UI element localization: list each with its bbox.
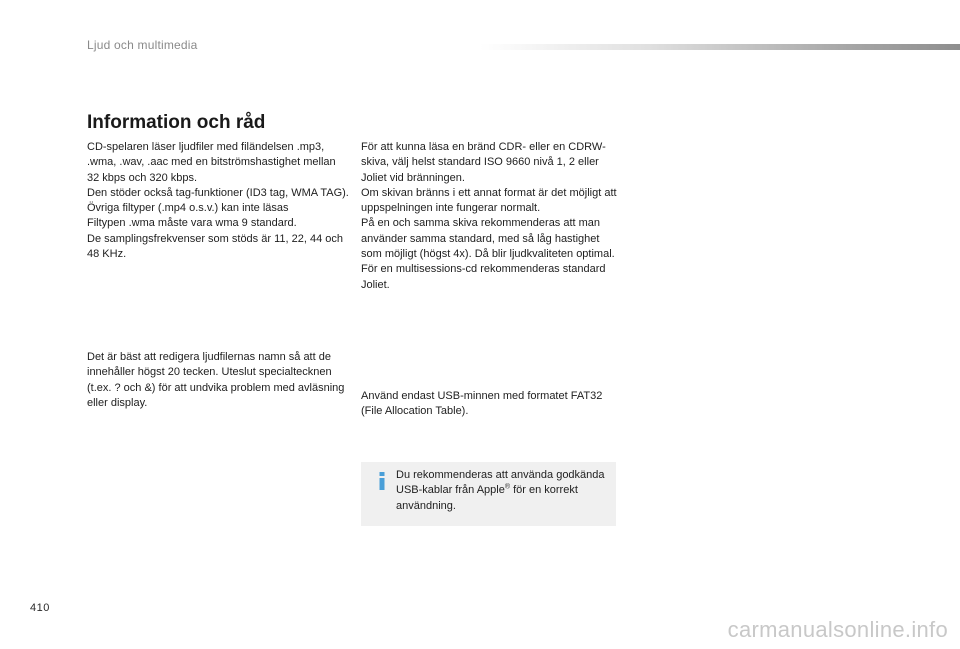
- right-column-block-1: [361, 140, 623, 293]
- info-text-part: för en korrekt användning.: [396, 484, 578, 512]
- info-icon: [376, 472, 388, 490]
- paragraph: För en multisessions-cd rekommenderas standard Joliet.: [361, 263, 606, 291]
- registered-mark: ®: [504, 483, 511, 491]
- paragraph: Om skivan bränns i ett annat format är det möjligt att uppspelningen inte fungerar normalt.: [361, 186, 617, 215]
- info-note-text: [396, 468, 606, 514]
- watermark: carmanualsonline.info: [727, 617, 948, 642]
- paragraph: För att kunna läsa en bränd CDR- eller en CDRW-skiva, välj helst standard ISO 9660 nivå 1, 2 eller Joliet vid bränningen.: [361, 141, 606, 184]
- left-column-block-2: [87, 350, 349, 411]
- info-note-box: [361, 462, 616, 526]
- paragraph: Använd endast USB-minnen med formatet FAT32 (File Allocation Table).: [361, 390, 603, 418]
- paragraph: Den stöder också tag-funktioner (ID3 tag, WMA TAG).: [87, 186, 349, 199]
- header-gradient-bar: [480, 44, 960, 50]
- section-title: Information och råd: [87, 112, 266, 133]
- paragraph: Det är bäst att redigera ljudfilernas namn så att de innehåller högst 20 tecken. Uteslut specialtecknen (t.ex. ? och &) för att undvika problem med avläsning eller display.: [87, 351, 345, 409]
- chapter-title: Ljud och multimedia: [87, 38, 198, 52]
- paragraph: På en och samma skiva rekommenderas att man använder samma standard, med så låg hastighet som möjligt (högst 4x). Då blir ljudkvaliteten optimal.: [361, 217, 615, 261]
- paragraph: Filtypen .wma måste vara wma 9 standard.: [87, 217, 297, 230]
- info-text-part: Du rekommenderas att använda godkända USB-kablar från Apple: [396, 469, 605, 497]
- right-column-block-2: [361, 389, 623, 420]
- paragraph: De samplingsfrekvenser som stöds är 11, 22, 44 och 48 KHz.: [87, 232, 343, 261]
- left-column-block-1: [87, 140, 349, 262]
- page-number: 410: [30, 602, 50, 614]
- paragraph: Övriga filtyper (.mp4 o.s.v.) kan inte läsas: [87, 202, 289, 215]
- paragraph: CD-spelaren läser ljudfiler med filändelsen .mp3, .wma, .wav, .aac med en bitströmshastighet mellan 32 kbps och 320 kbps.: [87, 141, 336, 184]
